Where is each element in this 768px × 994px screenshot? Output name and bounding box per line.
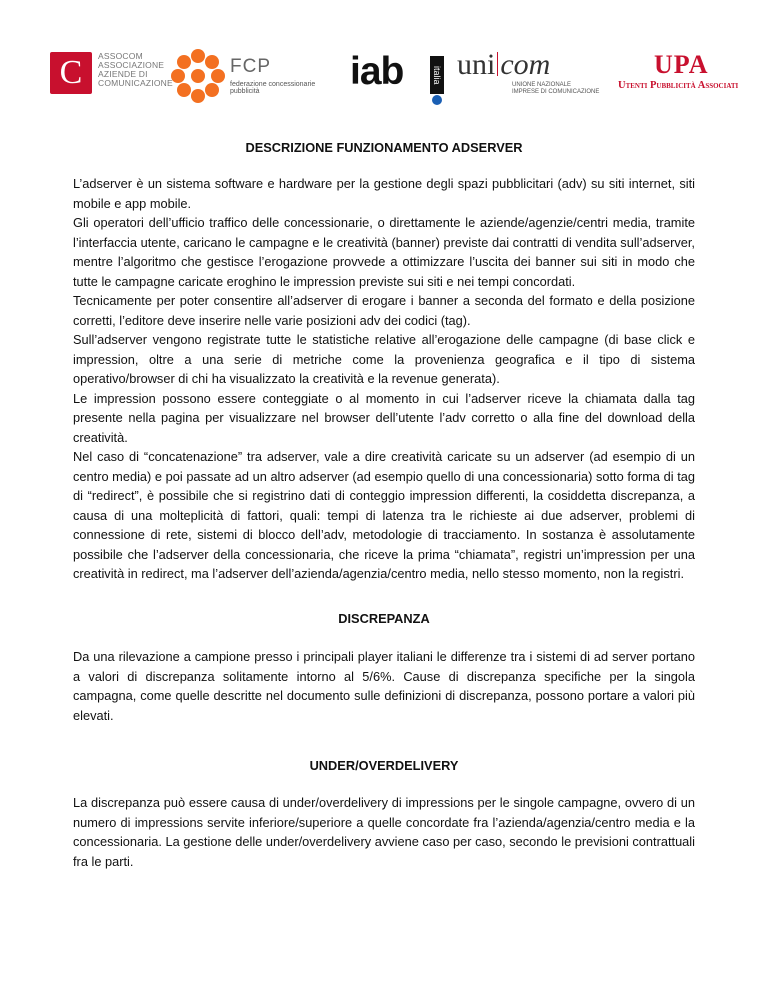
section-heading-underoverdelivery: UNDER/OVERDELIVERY [309, 758, 459, 773]
iab-dot-icon [432, 95, 442, 105]
fcp-logo [170, 46, 340, 108]
unicom-logo [457, 48, 607, 104]
fcp-subtitle: federazione concessionarie pubblicità [230, 81, 316, 95]
paragraph: Tecnicamente per poter consentire all’adserver di erogare i banner a seconda del formato e della posizione corretti, l’editore deve inserire nelle varie posizioni adv dei codici (tag). [73, 293, 695, 328]
upa-logo [618, 50, 753, 100]
unicom-com: com [500, 48, 551, 81]
paragraph: Nel caso di “concatenazione” tra adserver, vale a dire creatività caricate su un adserver (ad esempio di un centro media) e poi passate ad un altro adserver (ad esempio quello di una concessionaria) sotto forma di tag di “redirect”, è possibile che si registrino dati di conteggio impression differenti, la cosiddetta discrepanza, a causa di una molteplicità di fattori, quali: tempi di latenza tra le richieste ai due adserver, problemi di connessione di rete, sistemi di blocco dell’adv, metodologie di tracciamento. In sostanza è assolutamente possibile che l’adserver della concessionaria, che riceve la prima “chiamata”, registri un’impression per una creatività in redirect, ma l’adserver dell’azienda/agenzia/centro media, nello stesso momento, non la registri. [73, 449, 695, 581]
iab-logo [350, 48, 450, 110]
paragraph: Sull’adserver vengono registrate tutte le statistiche relative all’erogazione delle campagne (di base click e impression, oltre a una serie di metriche come la provenienza geografica e il tipo di sistema operativo/browser di chi ha visualizzato la creatività e la revenue generata). [73, 332, 695, 386]
unicom-word [457, 48, 550, 82]
paragraph: La discrepanza può essere causa di under/overdelivery di impressions per le singole campagne, ovvero di un numero di impressions servite inferiore/superiore a quelle concordate fra l’azienda/agenzia/centro media e la concessionaria. La gestione delle under/overdelivery avviene caso per caso, secondo le previsioni contrattuali fra le parti. [73, 795, 695, 869]
section-heading-adserver: DESCRIZIONE FUNZIONAMENTO ADSERVER [245, 140, 523, 155]
section-body-discrepanza [73, 647, 695, 725]
assocom-text: ASSOCOM ASSOCIAZIONE AZIENDE DI COMUNICAZIONE [98, 51, 173, 88]
upa-title: UPA [654, 50, 709, 79]
assocom-logo [50, 46, 173, 102]
paragraph: Gli operatori dell’ufficio traffico delle concessionarie, o direttamente le aziende/agenzie/centri media, tramite l’interfaccia utente, caricano le campagne e le creatività (banner) previste dai contratti di vendita sull’adserver, mentre l’algoritmo che gestisce l’erogazione provvede a ottimizzare l’uscita dei banner sui siti in modo che tutte le campagne caricate eroghino le impression previste sui siti e nei tempi concordati. [73, 215, 695, 289]
upa-subtitle: Utenti Pubblicità Associati [618, 80, 739, 91]
fcp-title: FCP [230, 56, 271, 77]
paragraph: Le impression possono essere conteggiate o al momento in cui l’adserver riceve la chiamata dalla tag presente nella pagina per visualizzare nel browser dell’utente l’adv corretto o alla fine del download della creatività. [73, 390, 695, 445]
section-body-adserver [73, 174, 695, 584]
iab-italia: italia [430, 56, 444, 94]
iab-text: iab [350, 50, 404, 93]
fcp-flower-icon [170, 48, 226, 104]
paragraph: Da una rilevazione a campione presso i principali player italiani le differenze tra i sistemi di ad server portano a valori di discrepanza solitamente intorno al 5/6%. Cause di discrepanza specifiche per la singola campagna, come quelle descritte nel documento sulle definizioni di discrepanza, possono portare a valori più elevati. [73, 649, 695, 723]
assocom-mark: C [50, 52, 92, 94]
logo-bar [50, 46, 750, 112]
paragraph: L’adserver è un sistema software e hardware per la gestione degli spazi pubblicitari (adv) su siti internet, siti mobile e app mobile. [73, 176, 695, 211]
unicom-subtitle: UNIONE NAZIONALE IMPRESE DI COMUNICAZIONE [512, 82, 600, 95]
section-heading-discrepanza: DISCREPANZA [338, 611, 430, 626]
unicom-uni: uni [457, 48, 496, 81]
section-body-underoverdelivery [73, 793, 695, 871]
